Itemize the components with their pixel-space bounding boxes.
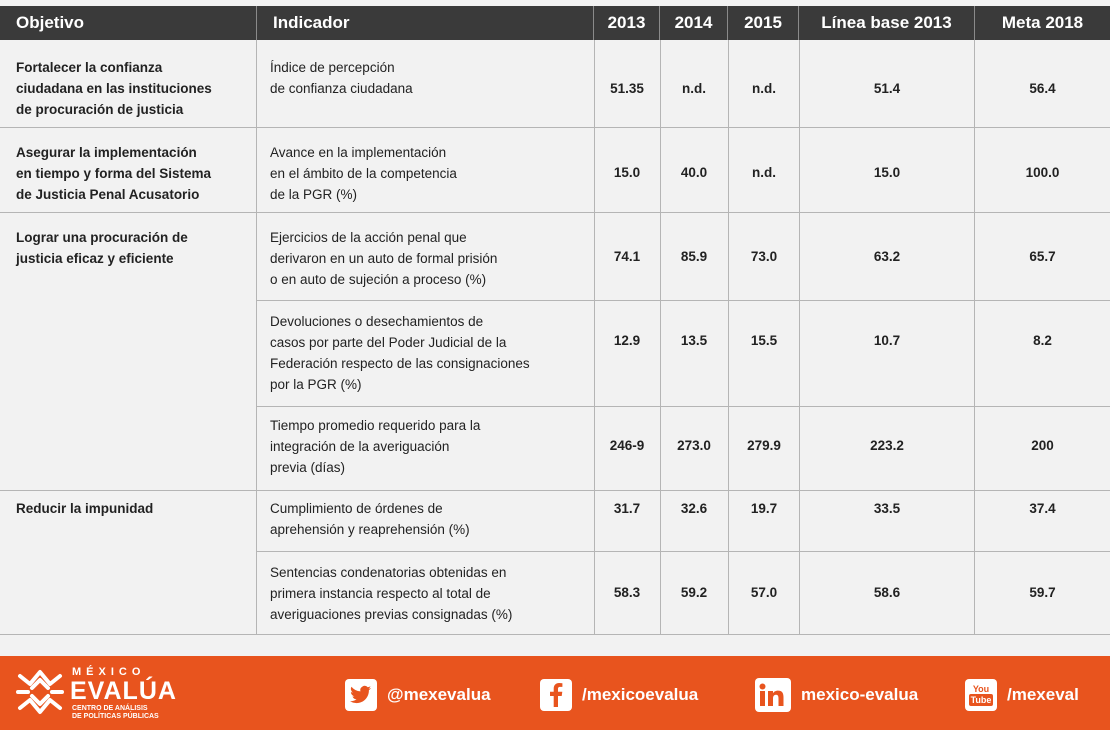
header-linea-base: Línea base 2013 [799, 6, 975, 40]
twitter-link[interactable] [345, 678, 491, 712]
value-2014: 13.5 [680, 333, 708, 348]
value-2015: 15.5 [750, 333, 778, 348]
row-divider [256, 551, 1110, 552]
logo-mark-icon [14, 666, 66, 718]
header-2015: 2015 [728, 6, 799, 40]
value-meta: 56.4 [1029, 81, 1056, 96]
youtube-icon-text-top: You [972, 684, 990, 694]
objetivo-line: de Justicia Penal Acusatorio [16, 187, 200, 202]
indicador-line: primera instancia respecto al total de [270, 586, 491, 601]
value-2015: 73.0 [750, 249, 778, 264]
linkedin-handle: mexico-evalua [801, 685, 919, 704]
value-2014: 85.9 [680, 249, 708, 264]
value-meta: 100.0 [1025, 165, 1060, 180]
objetivo-line: Reducir la impunidad [16, 501, 154, 516]
row-divider [0, 490, 1110, 491]
value-2015: n.d. [752, 165, 776, 180]
logo-main-text: EVALÚA [70, 677, 177, 705]
row-divider [0, 212, 1110, 213]
value-2013: 12.9 [613, 333, 641, 348]
youtube-handle: /mexeval [1007, 685, 1079, 704]
youtube-icon-text-bottom: Tube [970, 695, 992, 705]
indicador-line: de la PGR (%) [270, 187, 358, 202]
value-linea-base: 33.5 [873, 501, 901, 516]
indicador-cell [270, 57, 590, 99]
value-meta: 200 [1031, 438, 1054, 453]
indicador-line: Ejercicios de la acción penal que [270, 230, 467, 245]
objetivo-line: en tiempo y forma del Sistema [16, 166, 212, 181]
row-divider [256, 300, 1110, 301]
facebook-icon [540, 679, 572, 711]
youtube-icon [965, 679, 997, 711]
value-linea-base: 15.0 [873, 165, 901, 180]
value-2013: 51.35 [610, 81, 644, 96]
objetivo-line: Asegurar la implementación [16, 145, 197, 160]
linkedin-icon [755, 678, 791, 712]
twitter-handle: @mexevalua [387, 685, 491, 704]
value-2014: n.d. [682, 81, 706, 96]
value-linea-base: 223.2 [870, 438, 904, 453]
value-2014: 40.0 [680, 165, 708, 180]
mexico-evalua-logo[interactable] [14, 666, 194, 720]
header-meta: Meta 2018 [1001, 13, 1084, 32]
value-2013: 15.0 [613, 165, 641, 180]
indicador-line: Sentencias condenatorias obtenidas en [270, 565, 507, 580]
indicador-line: previa (días) [270, 460, 346, 475]
grid-line [256, 40, 257, 635]
header-2013: 2013 [594, 6, 660, 40]
objetivo-cell [16, 142, 246, 205]
value-2015: 19.7 [750, 501, 778, 516]
indicador-line: averiguaciones previas consignadas (%) [270, 607, 513, 622]
indicador-cell [270, 498, 590, 540]
value-2014: 59.2 [680, 585, 708, 600]
logo-subtitle [72, 705, 159, 721]
value-meta: 8.2 [1033, 333, 1052, 348]
header-2014: 2014 [660, 6, 728, 40]
indicador-line: Índice de percepción [270, 60, 395, 75]
value-meta: 65.7 [1029, 249, 1056, 264]
logo-sub-line: CENTRO DE ANÁLISIS [72, 705, 148, 712]
indicador-line: Cumplimiento de órdenes de [270, 501, 443, 516]
value-2013: 246-9 [609, 438, 645, 453]
objetivo-line: de procuración de justicia [16, 102, 184, 117]
indicador-line: de confianza ciudadana [270, 81, 413, 96]
objetivo-line: ciudadana en las instituciones [16, 81, 212, 96]
table-header [0, 6, 1110, 40]
value-linea-base: 58.6 [873, 585, 901, 600]
value-2015: 279.9 [747, 438, 781, 453]
objetivo-cell [16, 227, 246, 269]
objetivo-line: justicia eficaz y eficiente [16, 251, 174, 266]
objetivo-cell [16, 57, 246, 120]
indicador-cell [270, 415, 590, 478]
indicador-line: casos por parte del Poder Judicial de la [270, 335, 507, 350]
value-meta: 37.4 [1029, 501, 1056, 516]
indicador-cell [270, 227, 590, 290]
value-linea-base: 51.4 [873, 81, 901, 96]
indicador-cell [270, 142, 590, 205]
row-divider [0, 127, 1110, 128]
indicador-line: Devoluciones o desechamientos de [270, 314, 484, 329]
value-meta: 59.7 [1029, 585, 1056, 600]
objetivo-cell [16, 498, 246, 519]
value-2015: 57.0 [750, 585, 778, 600]
linkedin-link[interactable] [755, 678, 918, 712]
row-divider [256, 406, 1110, 407]
value-2013: 31.7 [613, 501, 641, 516]
value-2013: 74.1 [613, 249, 641, 264]
indicador-line: en el ámbito de la competencia [270, 166, 457, 181]
objetivo-line: Fortalecer la confianza [16, 60, 163, 75]
indicador-line: Avance en la implementación [270, 145, 447, 160]
footer-bar [0, 656, 1110, 730]
row-divider [0, 634, 1110, 635]
logo-sub-line: DE POLÍTICAS PÚBLICAS [72, 713, 159, 720]
youtube-link[interactable] [965, 678, 1079, 712]
facebook-link[interactable] [540, 678, 698, 712]
logo-top-text: MÉXICO [72, 666, 146, 678]
value-2014: 32.6 [680, 501, 708, 516]
indicador-line: por la PGR (%) [270, 377, 362, 392]
value-2013: 58.3 [613, 585, 641, 600]
header-objetivo: Objetivo [0, 6, 257, 40]
header-indicador: Indicador [257, 6, 594, 40]
indicador-line: integración de la averiguación [270, 439, 450, 454]
indicador-line: derivaron en un auto de formal prisión [270, 251, 498, 266]
indicador-cell [270, 562, 590, 625]
value-2014: 273.0 [677, 438, 711, 453]
indicador-line: Federación respecto de las consignaciones [270, 356, 530, 371]
value-linea-base: 63.2 [873, 249, 901, 264]
indicador-line: aprehensión y reaprehensión (%) [270, 522, 470, 537]
indicador-line: o en auto de sujeción a proceso (%) [270, 272, 487, 287]
objetivo-line: Lograr una procuración de [16, 230, 188, 245]
indicador-cell [270, 311, 590, 395]
twitter-icon [345, 679, 377, 711]
value-2015: n.d. [752, 81, 776, 96]
facebook-handle: /mexicoevalua [582, 685, 699, 704]
indicador-line: Tiempo promedio requerido para la [270, 418, 481, 433]
value-linea-base: 10.7 [873, 333, 901, 348]
